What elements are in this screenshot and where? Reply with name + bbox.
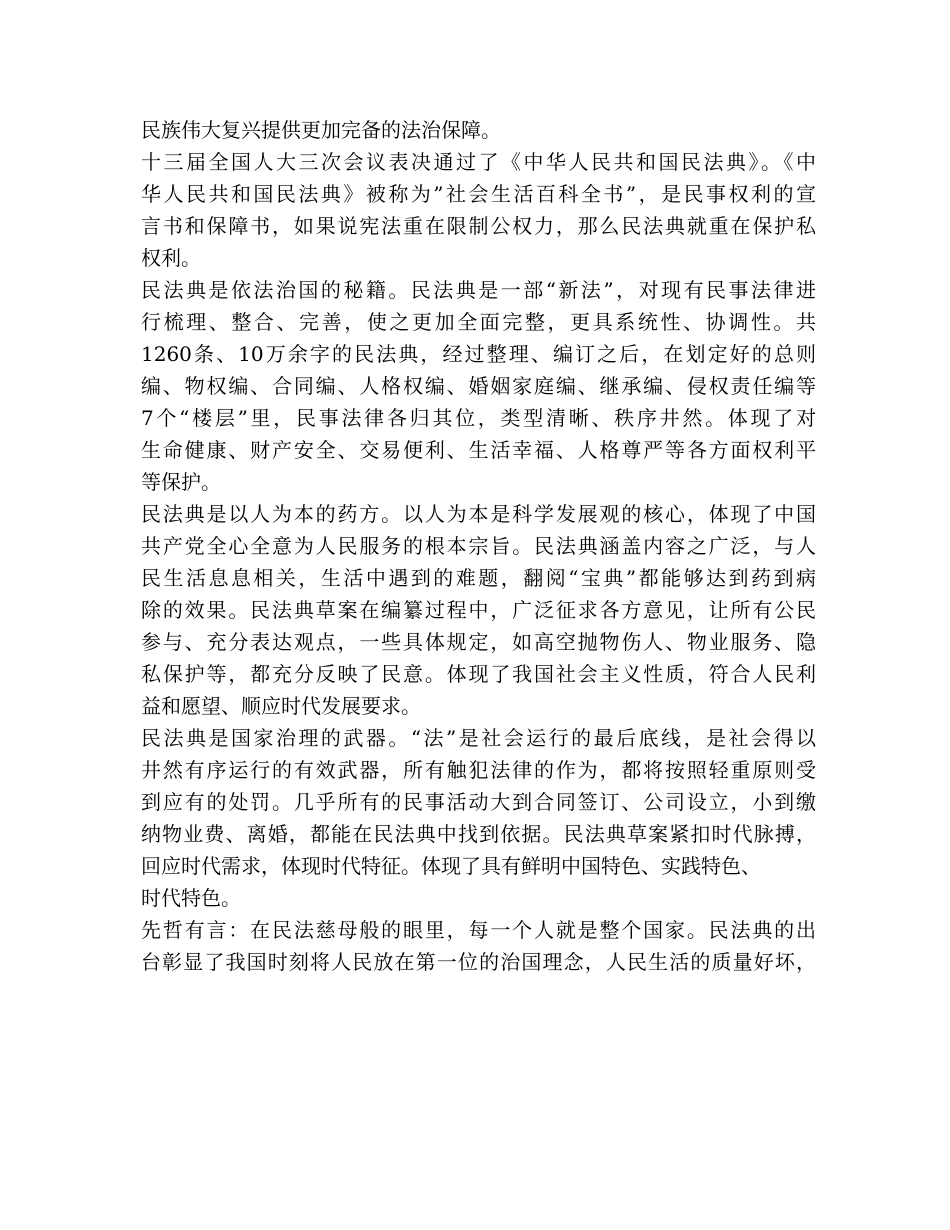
- text-line: 民族伟大复兴提供更加完备的法治保障。: [141, 118, 501, 142]
- text-line: 先哲有言：在民法慈母般的眼里，每一个人就是整个国家。民法典的出: [141, 918, 816, 942]
- text-line: 参与、充分表达观点，一些具体规定，如高空抛物伤人、物业服务、隐: [141, 630, 816, 654]
- text-line: 民法典是国家治理的武器。“法”是社会运行的最后底线，是社会得以: [141, 726, 816, 750]
- text-line: 私保护等，都充分反映了民意。体现了我国社会主义性质，符合人民利: [141, 662, 816, 686]
- text-line: 行梳理、整合、完善，使之更加全面完整，更具系统性、协调性。共: [141, 310, 816, 334]
- text-line: 台彰显了我国时刻将人民放在第一位的治国理念，人民生活的质量好坏，: [141, 950, 816, 974]
- text-line: 到应有的处罚。几乎所有的民事活动大到合同签订、公司设立，小到缴: [141, 790, 816, 814]
- text-line: 纳物业费、离婚，都能在民法典中找到依据。民法典草案紧扣时代脉搏，: [141, 822, 816, 846]
- text-line: 民法典是依法治国的秘籍。民法典是一部“新法”，对现有民事法律进: [141, 278, 816, 302]
- text-line: 十三届全国人大三次会议表决通过了《中华人民共和国民法典》。《中: [141, 150, 816, 174]
- text-line: 共产党全心全意为人民服务的根本宗旨。民法典涵盖内容之广泛，与人: [141, 534, 816, 558]
- text-line: 7个“楼层”里，民事法律各归其位，类型清晰、秩序井然。体现了对: [141, 406, 816, 430]
- text-line: 回应时代需求，体现时代特征。体现了具有鲜明中国特色、实践特色、: [141, 854, 761, 878]
- text-line: 民生活息息相关，生活中遇到的难题，翻阅“宝典”都能够达到药到病: [141, 566, 816, 590]
- text-line: 言书和保障书，如果说宪法重在限制公权力，那么民法典就重在保护私: [141, 214, 816, 238]
- text-line: 等保护。: [141, 470, 221, 494]
- text-line: 时代特色。: [141, 886, 241, 910]
- document-body: [141, 114, 816, 978]
- text-line: 华人民共和国民法典》被称为”社会生活百科全书”，是民事权利的宣: [141, 182, 816, 206]
- text-line: 益和愿望、顺应时代发展要求。: [141, 694, 421, 718]
- text-line: 生命健康、财产安全、交易便利、生活幸福、人格尊严等各方面权利平: [141, 438, 816, 462]
- text-line: 井然有序运行的有效武器，所有触犯法律的作为，都将按照轻重原则受: [141, 758, 816, 782]
- text-line: 1260条、10万余字的民法典，经过整理、编订之后，在划定好的总则: [141, 342, 816, 366]
- text-line: 民法典是以人为本的药方。以人为本是科学发展观的核心，体现了中国: [141, 502, 816, 526]
- text-line: 除的效果。民法典草案在编纂过程中，广泛征求各方意见，让所有公民: [141, 598, 816, 622]
- text-line: 权利。: [141, 246, 201, 270]
- text-line: 编、物权编、合同编、人格权编、婚姻家庭编、继承编、侵权责任编等: [141, 374, 816, 398]
